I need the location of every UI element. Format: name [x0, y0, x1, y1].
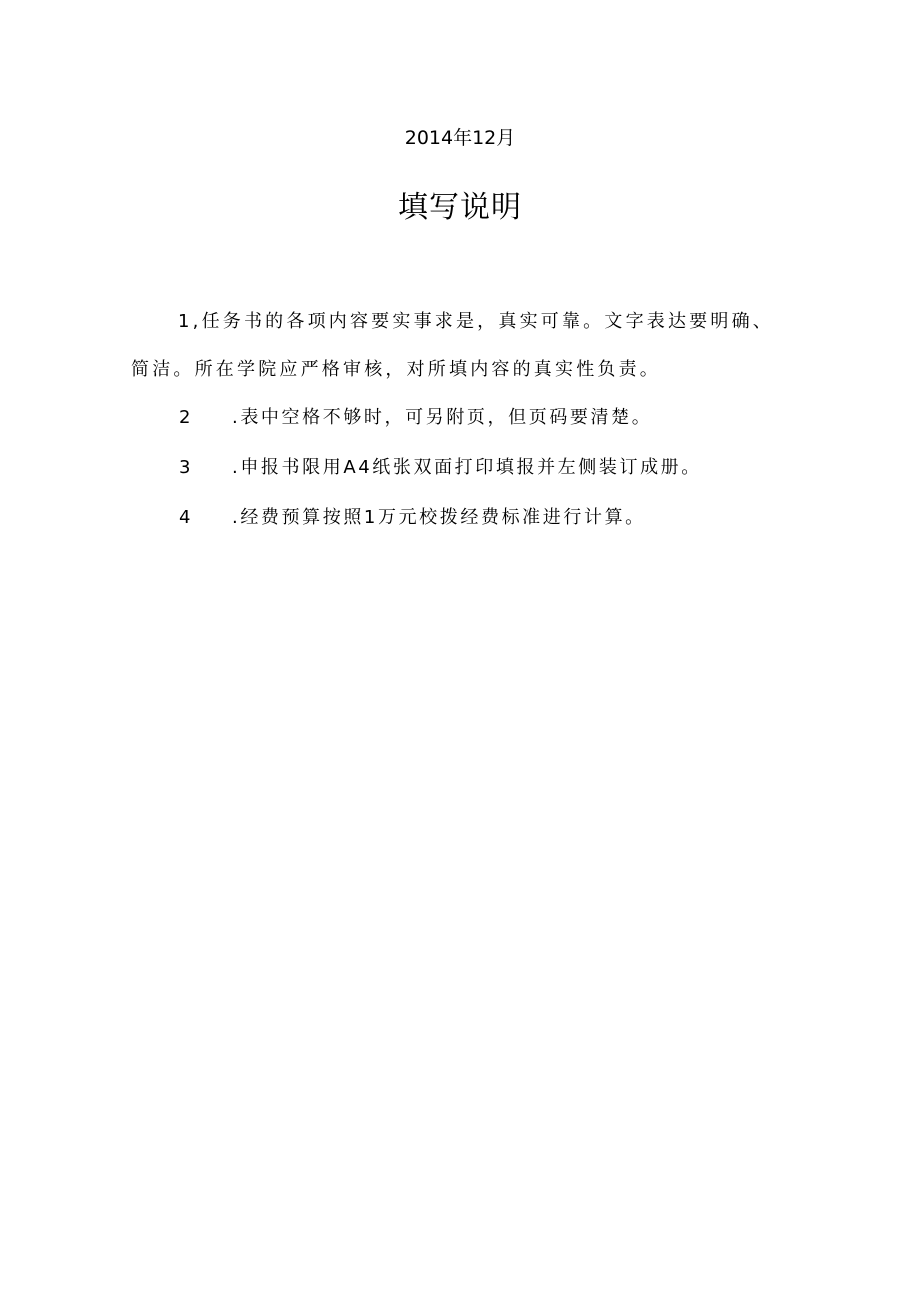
instruction-paragraph-1: 1,任务书的各项内容要实事求是，真实可靠。文字表达要明确、简洁。所在学院应严格审核，对所填内容的真实性负责。: [131, 311, 774, 380]
instruction-number: 2: [179, 407, 191, 428]
instruction-number: 4: [179, 507, 191, 528]
document-date: 2014年12月: [404, 127, 516, 149]
instruction-item-4: [131, 494, 791, 544]
document-title: 填写说明: [398, 190, 522, 225]
instruction-item-3: [131, 444, 791, 494]
instruction-text: .表中空格不够时，可另附页，但页码要清楚。: [232, 407, 653, 428]
instruction-text: .申报书限用A4纸张双面打印填报并左侧装订成册。: [232, 457, 702, 478]
instruction-item-2: [131, 394, 791, 444]
instruction-number: 3: [179, 457, 191, 478]
instruction-text: .经费预算按照1万元校拨经费标准进行计算。: [232, 507, 646, 528]
instructions-section: [131, 298, 791, 544]
